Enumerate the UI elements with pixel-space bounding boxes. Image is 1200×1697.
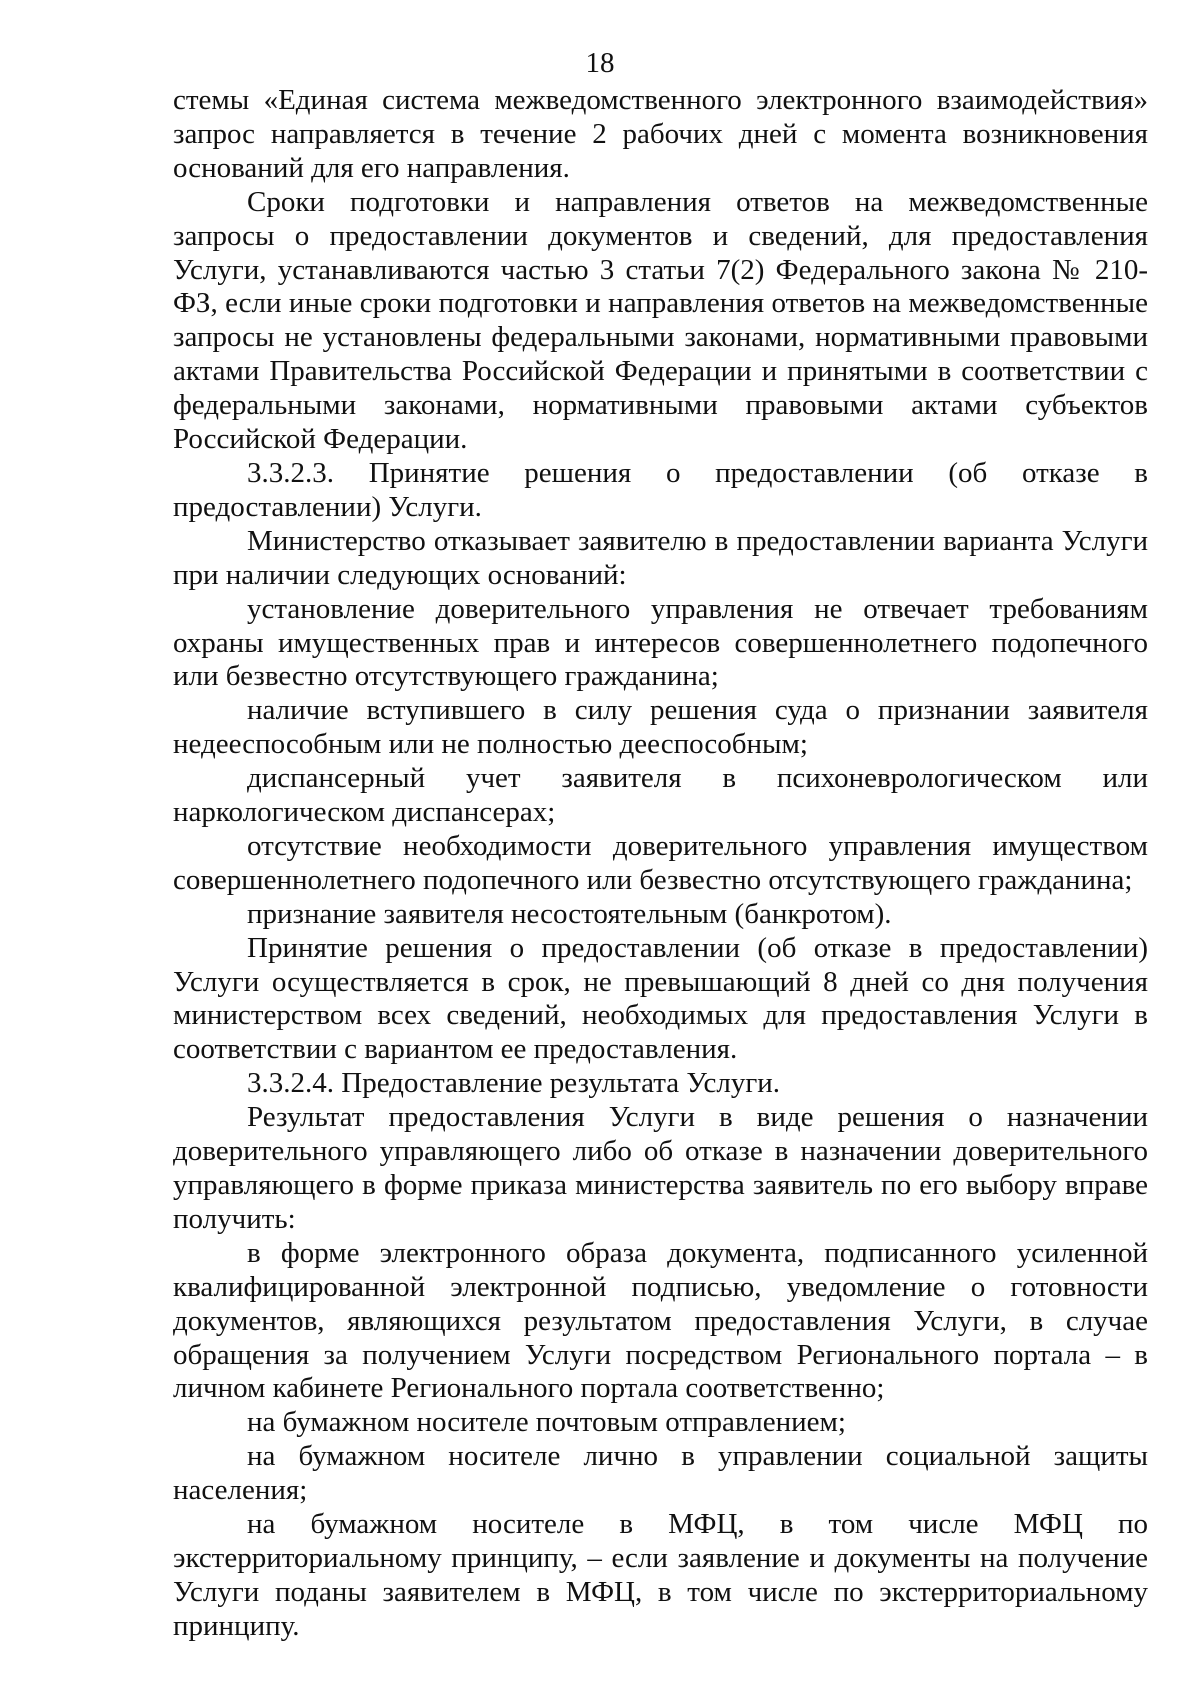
- list-item: признание заявителя несостоятельным (банкротом).: [247, 897, 892, 930]
- page-number: 18: [585, 47, 615, 79]
- section-heading: 3.3.2.3. Принятие решения о предоставлении (об отказе в предоставлении) Услуги.: [173, 456, 1148, 523]
- list-item: наличие вступившего в силу решения суда о признании заявителя недееспособным или не полностью дееспособным;: [173, 694, 1148, 761]
- list-item: в форме электронного образа документа, подписанного усиленной квалифицированной электронной подписью, уведомление о готовности документов, являющихся результатом предоставления Услуги, в случае обращения за получением Услуги посредством Регионального портала – в личном кабинете Регионального портала соответственно;: [173, 1236, 1148, 1405]
- paragraph: Принятие решения о предоставлении (об отказе в предоставлении) Услуги осуществляется в срок, не превышающий 8 дней со дня получения министерством всех сведений, необходимых для предоставления Услуги в соответствии с вариантом ее предоставления.: [173, 931, 1148, 1066]
- paragraph: Министерство отказывает заявителю в предоставлении варианта Услуги при наличии следующих оснований:: [173, 524, 1148, 591]
- list-item: на бумажном носителе в МФЦ, в том числе МФЦ по экстерриториальному принципу, – если заявление и документы на получение Услуги поданы заявителем в МФЦ, в том числе по экстерриториальному принципу.: [173, 1508, 1148, 1642]
- list-item: отсутствие необходимости доверительного управления имуществом совершеннолетнего подопечного или безвестно отсутствующего гражданина;: [173, 829, 1148, 896]
- list-item: на бумажном носителе лично в управлении социальной защиты населения;: [173, 1440, 1148, 1507]
- list-item: установление доверительного управления не отвечает требованиям охраны имущественных прав и интересов совершеннолетнего подопечного или безвестно отсутствующего гражданина;: [173, 592, 1148, 693]
- list-item: диспансерный учет заявителя в психоневрологическом или наркологическом диспансерах;: [173, 762, 1148, 829]
- section-heading: 3.3.2.4. Предоставление результата Услуги.: [247, 1067, 780, 1100]
- paragraph: Сроки подготовки и направления ответов на межведомственные запросы о предоставлении документов и сведений, для предоставления Услуги, устанавливаются частью 3 статьи 7(2) Федерального закона № 210-ФЗ, если иные сроки подготовки и направления ответов на межведомственные запросы не установлены федеральными законами, нормативными правовыми актами Правительства Российской Федерации и принятыми в соответствии с федеральными законами, нормативными правовыми актами субъектов Российской Федерации.: [173, 185, 1148, 456]
- list-item: на бумажном носителе почтовым отправлением;: [247, 1406, 846, 1439]
- paragraph: стемы «Единая система межведомственного электронного взаимодействия» запрос направляется в течение 2 рабочих дней с момента возникновения оснований для его направления.: [173, 84, 1148, 184]
- paragraph: Результат предоставления Услуги в виде решения о назначении доверительного управляющего либо об отказе в назначении доверительного управляющего в форме приказа министерства заявитель по его выбору вправе получить:: [173, 1101, 1148, 1235]
- document-body: [173, 84, 1148, 1644]
